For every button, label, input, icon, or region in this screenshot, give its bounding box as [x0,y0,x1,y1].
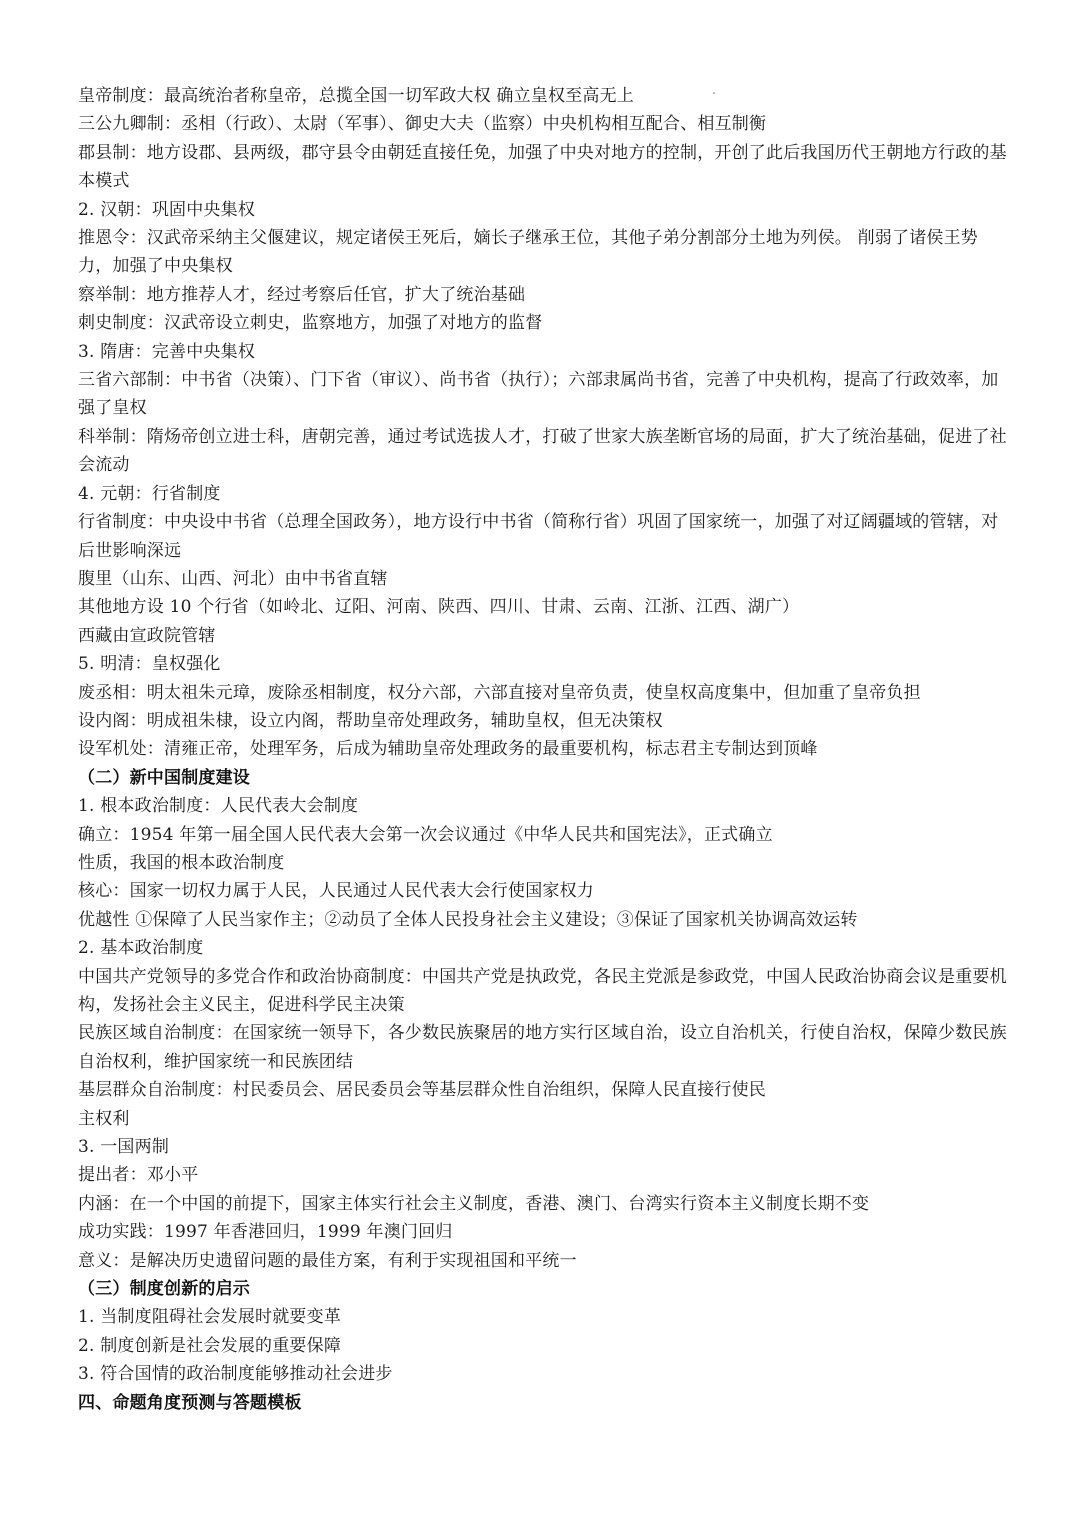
section-heading: 2. 汉朝：巩固中央集权 [78,199,256,220]
text-line: 意义：是解决历史遗留问题的最佳方案，有利于实现祖国和平统一 [78,1250,577,1271]
text-line: 成功实践：1997 年香港回归，1999 年澳门回归 [78,1222,453,1243]
text-line: 三公九卿制：丞相（行政）、太尉（军事）、御史大夫（监察）中央机构相互配合、相互制衡 [78,114,767,135]
text-paragraph: 行省制度：中央设中书省（总理全国政务），地方设行中书省（简称行省）巩固了国家统一，加强了对辽阔疆域的管辖，对后世影响深远 [78,512,999,561]
section-heading: 4. 元朝：行省制度 [78,483,221,504]
text-line: 确立：1954 年第一届全国人民代表大会第一次会议通过《中华人民共和国宪法》，正式确立 [78,824,773,845]
text-line: 设军机处：清雍正帝，处理军务，后成为辅助皇帝处理政务的最重要机构，标志君主专制达到顶峰 [78,739,818,760]
chapter-heading: （三）制度创新的启示 [78,1279,250,1300]
text-line: 其他地方设 10 个行省（如岭北、辽阳、河南、陕西、四川、甘肃、云南、江浙、江西、湖广） [78,597,800,618]
text-line: 基层群众自治制度：村民委员会、居民委员会等基层群众性自治组织，保障人民直接行使民 [78,1080,766,1101]
text-line: 优越性 ①保障了人民当家作主；②动员了全体人民投身社会主义建设；③保证了国家机关协调高效运转 [78,909,858,930]
text-line: 提出者：邓小平 [78,1165,199,1186]
text-paragraph: 三省六部制：中书省（决策）、门下省（审议）、尚书省（执行）；六部隶属尚书省，完善了中央机构，提高了行政效率，加强了皇权 [78,370,999,419]
text-paragraph: 中国共产党领导的多党合作和政治协商制度：中国共产党是执政党，各民主党派是参政党，中国人民政治协商会议是重要机构，发扬社会主义民主，促进科学民主决策 [78,966,1007,1015]
text-line: 设内阁：明成祖朱棣，设立内阁，帮助皇帝处理政务，辅助皇权，但无决策权 [78,710,663,731]
text-paragraph: 郡县制：地方设郡、县两级，郡守县令由朝廷直接任免，加强了中央对地方的控制，开创了此后我国历代王朝地方行政的基本模式 [78,142,1007,192]
text-paragraph: 推恩令：汉武帝采纳主父偃建议，规定诸侯王死后，嫡长子继承王位，其他子弟分割部分土地为列侯。 削弱了诸侯王势力，加强了中央集权 [78,228,979,277]
section-heading: 3. 一国两制 [78,1137,170,1158]
text-line: 主权利 [78,1108,130,1129]
text-line: 西藏由宣政院管辖 [78,625,216,646]
chapter-heading: （二）新中国制度建设 [78,767,250,788]
text-paragraph: 科举制：隋炀帝创立进士科，唐朝完善，通过考试选拔人才，打破了世家大族垄断官场的局面，扩大了统治基础，促进了社会流动 [78,426,1007,476]
text-line: 1. 当制度阻碍社会发展时就要变革 [78,1307,342,1328]
text-line: 废丞相：明太祖朱元璋，废除丞相制度，权分六部，六部直接对皇帝负责，使皇权高度集中，但加重了皇帝负担 [78,682,921,703]
document-body [78,82,1008,1417]
section-heading: 1. 根本政治制度：人民代表大会制度 [78,796,359,817]
text-line: 腹里（山东、山西、河北）由中书省直辖 [78,568,388,589]
section-heading: 2. 基本政治制度 [78,938,204,959]
text-line: 皇帝制度：最高统治者称皇帝，总揽全国一切军政大权 确立皇权至高无上 [78,86,635,106]
text-line: 内涵：在一个中国的前提下，国家主体实行社会主义制度，香港、澳门、台湾实行资本主义制度长期不变 [78,1193,870,1214]
text-line: 2. 制度创新是社会发展的重要保障 [78,1335,342,1356]
text-line: 察举制：地方推荐人才，经过考察后任官，扩大了统治基础 [78,284,526,305]
text-line: 3. 符合国情的政治制度能够推动社会进步 [78,1364,393,1385]
section-heading: 3. 隋唐：完善中央集权 [78,341,256,362]
part-heading: 四、命题角度预测与答题模板 [78,1392,302,1413]
text-line: 刺史制度：汉武帝设立刺史，监察地方，加强了对地方的监督 [78,313,543,334]
section-heading: 5. 明清：皇权强化 [78,654,221,675]
text-line: 核心：国家一切权力属于人民，人民通过人民代表大会行使国家权力 [78,881,594,902]
text-line: 性质，我国的根本政治制度 [78,852,285,873]
text-paragraph: 民族区域自治制度：在国家统一领导下，各少数民族聚居的地方实行区域自治，设立自治机关，行使自治权，保障少数民族自治权利，维护国家统一和民族团结 [78,1023,1007,1072]
